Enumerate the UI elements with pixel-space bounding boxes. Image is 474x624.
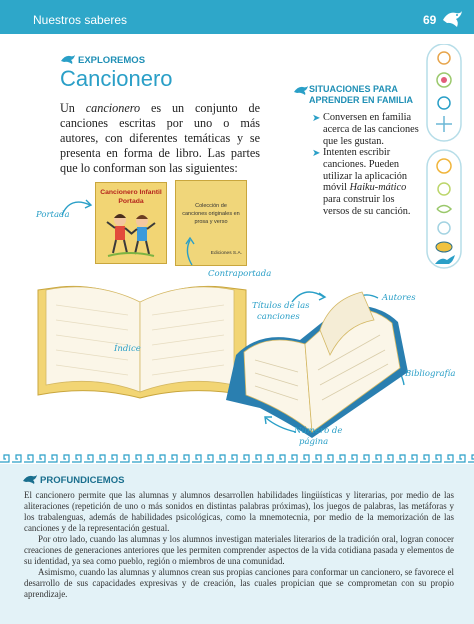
label-autores: Autores: [382, 293, 416, 303]
bird-icon: [60, 54, 76, 65]
bird-icon: [22, 474, 38, 485]
arrow-bullet-icon: ➤: [312, 148, 321, 159]
publisher-text: Ediciones S.A.: [210, 251, 242, 256]
family-item-1: Conversen en familia acerca de las canciones que les gustan.: [323, 112, 419, 147]
deepen-paragraph-2: Por otro lado, cuando las alumnas y los alumnos investigan materiales literarios de la tradición oral, logran conocer creaciones de generaciones anteriores que les permiten comprender aspectos de la vida cotidiana pasada y elementos de su identidad, ya sea como pueblo, región o miembros de una comunidad.: [24, 534, 454, 566]
family-item-2: Intenten escribir canciones. Pueden utilizar la aplicación móvil Haiku-mático para construir los versos de su canción.: [323, 147, 411, 217]
deepen-text: [24, 490, 454, 600]
page-number: 69: [423, 13, 437, 27]
label-titulos-line1: Títulos de las: [252, 301, 310, 311]
deepen-paragraph-1: El cancionero permite que las alumnas y alumnos desarrollen habilidades lingüísticas y literarias, por medio de las aliteraciones (repetición de uno o más sonidos en distintas palabras próximas), los juegos de palabras, las metáforas y los trabalenguas, además de habilidades psicológicas, como la mnemotecnia, por medio de la memorización de las canciones y de la representación gestual.: [24, 490, 454, 533]
arrow-bullet-icon: ➤: [312, 113, 321, 124]
app-name: Haiku-mático: [349, 182, 407, 194]
page-title: Cancionero: [60, 66, 173, 91]
intro-paragraph: Un cancionero es un conjunto de canciones escritas por uno o más autores, con diferentes temáticas y se presenta en forma de libro. Las partes que lo conforman son las siguientes:: [60, 101, 260, 175]
label-contraportada: Contraportada: [208, 269, 272, 279]
label-indice: Índice: [114, 344, 141, 354]
bird-icon: [293, 85, 309, 96]
explore-label: EXPLOREMOS: [78, 55, 146, 66]
decorative-sidebar: [423, 44, 465, 269]
page-header: [0, 0, 474, 34]
book-cover-subtitle: Portada: [118, 198, 144, 205]
label-titulos-line2: canciones: [257, 312, 300, 322]
label-numero-line1: Número de: [294, 426, 343, 436]
section-title: Nuestros saberes: [33, 13, 128, 27]
label-bibliografia: Bibliografía: [405, 369, 456, 379]
bird-logo-icon: [440, 8, 464, 30]
open-books-illustration: [0, 160, 420, 455]
deepen-paragraph-3: Asimismo, cuando las alumnas y alumnos crean sus propias canciones para conformar un cancionero, se favorece el desarrollo de sus capacidades expresivas y de creación, las cuales propician que se comprometan con su propio aprendizaje.: [24, 567, 454, 599]
label-numero-line2: página: [299, 437, 329, 447]
back-cover-text: Colección de canciones originales en prosa y verso: [182, 203, 240, 225]
book-cover-title: Cancionero Infantil: [100, 189, 162, 196]
intro-term: cancionero: [85, 101, 141, 115]
pattern-divider: [0, 452, 474, 464]
label-portada: Portada: [36, 210, 70, 220]
family-title: SITUACIONES PARA APRENDER EN FAMILIA: [309, 84, 414, 105]
deepen-label: PROFUNDICEMOS: [40, 475, 125, 486]
